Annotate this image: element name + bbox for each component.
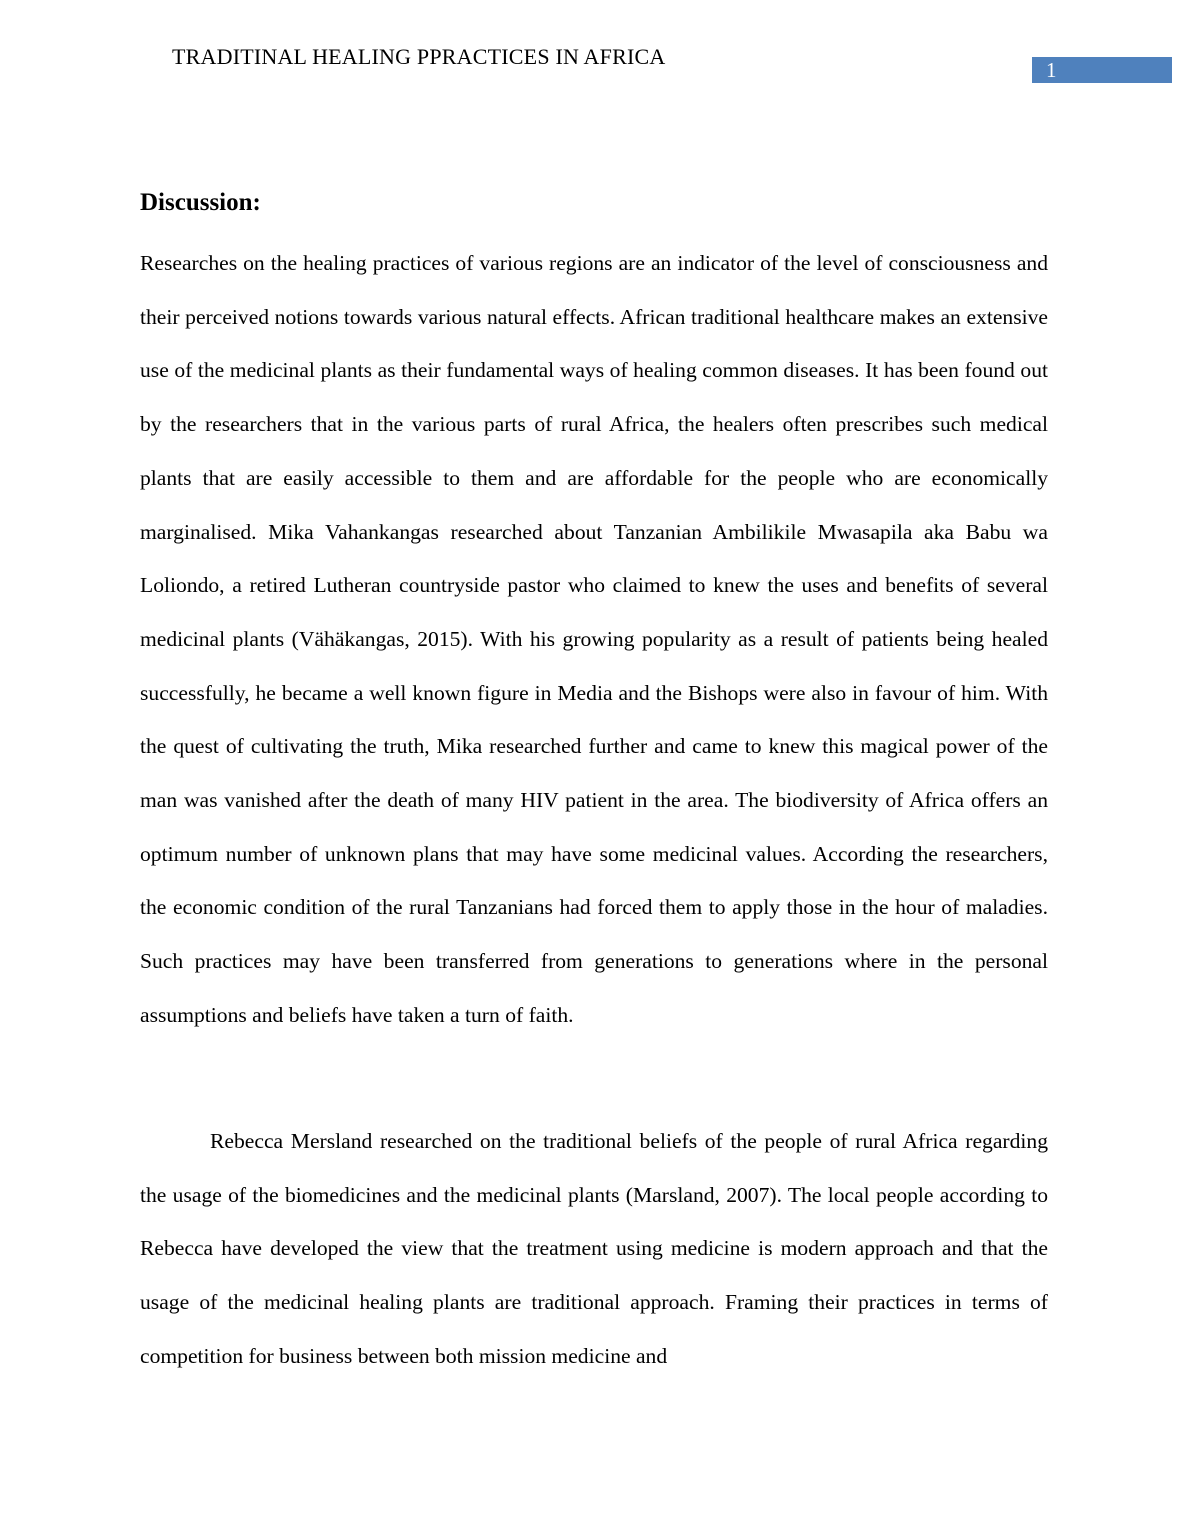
body-paragraph-2: Rebecca Mersland researched on the traditional beliefs of the people of rural Africa regarding the usage of the biomedicines and the medicinal plants (Marsland, 2007). The local people according to Rebecca have developed the view that the treatment using medicine is modern approach and that the usage of the medicinal healing plants are traditional approach. Framing their practices in terms of competition for business between both mission medicine and (140, 1129, 1048, 1368)
section-heading: Discussion: (140, 189, 261, 216)
page-number: 1 (1046, 58, 1057, 82)
body-paragraph-1: Researches on the healing practices of various regions are an indicator of the level of consciousness and their perceived notions towards various natural effects. African traditional healthcare makes an extensive use of the medicinal plants as their fundamental ways of healing common diseases. It has been found out by the researchers that in the various parts of rural Africa, the healers often prescribes such medical plants that are easily accessible to them and are affordable for the people who are economically marginalised. Mika Vahankangas researched about Tanzanian Ambilikile Mwasapila aka Babu wa Loliondo, a retired Lutheran countryside pastor who claimed to knew the uses and benefits of several medicinal plants (Vähäkangas, 2015). With his growing popularity as a result of patients being healed successfully, he became a well known figure in Media and the Bishops were also in favour of him. With the quest of cultivating the truth, Mika researched further and came to knew this magical power of the man was vanished after the death of many HIV patient in the area. The biodiversity of Africa offers an optimum number of unknown plans that may have some medicinal values. According the researchers, the economic condition of the rural Tanzanians had forced them to apply those in the hour of maladies. Such practices may have been transferred from generations to generations where in the personal assumptions and beliefs have taken a turn of faith. (140, 251, 1048, 1027)
running-header-title: TRADITINAL HEALING PPRACTICES IN AFRICA (172, 44, 666, 69)
page-number-badge (1032, 57, 1172, 83)
